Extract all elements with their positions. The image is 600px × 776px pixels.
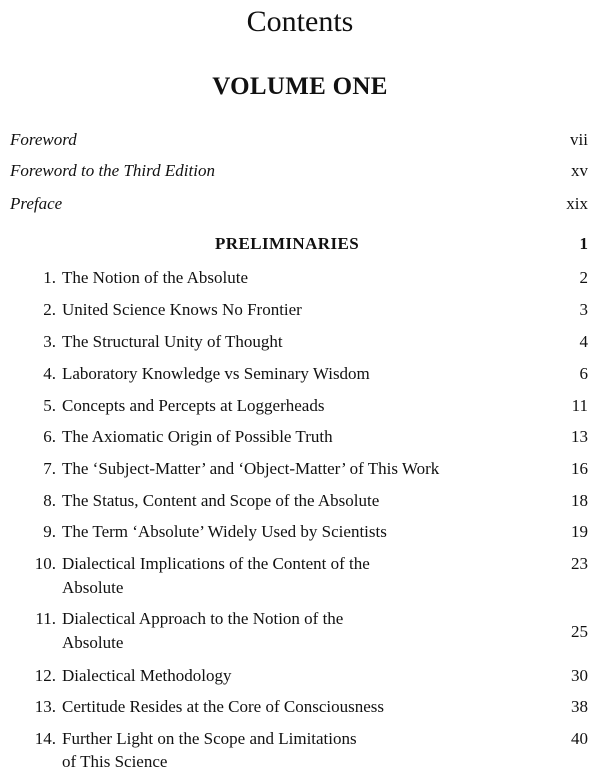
section-page: 1 (579, 234, 588, 253)
section-heading[interactable] (0, 232, 590, 256)
entry-title: The ‘Subject-Matter’ and ‘Object-Matter’ of This Work (62, 459, 440, 478)
entry-title: United Science Knows No Frontier (62, 300, 302, 319)
entry-title: The Notion of the Absolute (62, 268, 249, 287)
entry-page: 13 (571, 427, 588, 446)
entry-title: Foreword to the Third Edition (10, 161, 215, 180)
entry-title: The Term ‘Absolute’ Widely Used by Scientists (62, 522, 387, 541)
entry-number: 14. (34, 729, 56, 748)
entry-page: 23 (571, 554, 588, 573)
entry-page: 40 (571, 729, 588, 748)
entry-page: vii (570, 130, 588, 149)
entry-number: 11. (35, 609, 56, 628)
entry-number: 6. (43, 427, 56, 446)
entry-title: The Structural Unity of Thought (62, 332, 283, 351)
entry-title: The Axiomatic Origin of Possible Truth (62, 427, 333, 446)
entry-page: 30 (571, 666, 588, 685)
entry-title-continued: Absolute (62, 578, 124, 597)
entry-title: Concepts and Percepts at Loggerheads (62, 396, 325, 415)
entry-page: 18 (571, 491, 588, 510)
entry-page: xv (571, 161, 588, 180)
entry-page: 11 (571, 396, 588, 415)
page-title: Contents (246, 5, 354, 38)
entry-title: Certitude Resides at the Core of Consciousness (62, 697, 385, 716)
entry-number: 12. (34, 666, 56, 685)
entry-number: 1. (43, 268, 56, 287)
entry-page: 6 (579, 364, 588, 383)
entry-number: 7. (43, 459, 56, 478)
volume-title: VOLUME ONE (212, 73, 388, 100)
entry-title: Further Light on the Scope and Limitations (62, 729, 357, 748)
entry-number: 10. (34, 554, 56, 573)
entry-title-continued: of This Science (62, 752, 168, 771)
entry-title: Laboratory Knowledge vs Seminary Wisdom (62, 364, 370, 383)
section-title: PRELIMINARIES (215, 234, 360, 253)
entry-page: 38 (571, 697, 588, 716)
entry-page: 19 (571, 522, 588, 541)
toc-front-entry[interactable] (10, 192, 588, 216)
entry-number: 3. (43, 332, 56, 351)
entry-title: The Status, Content and Scope of the Absolute (62, 491, 380, 510)
entry-title: Preface (10, 194, 63, 213)
entry-title: Dialectical Implications of the Content of the (62, 554, 370, 573)
entry-title-continued: Absolute (62, 633, 124, 652)
entry-page: 4 (579, 332, 588, 351)
entry-number: 13. (34, 697, 56, 716)
entry-page: xix (566, 194, 588, 213)
entry-number: 2. (43, 300, 56, 319)
entry-title: Dialectical Approach to the Notion of the (62, 609, 344, 628)
toc-front-entry[interactable] (10, 128, 588, 152)
entry-page: 25 (571, 622, 588, 641)
entry-number: 4. (43, 364, 56, 383)
entry-number: 9. (43, 522, 56, 541)
entry-page: 2 (579, 268, 588, 287)
entry-title: Dialectical Methodology (62, 666, 232, 685)
entry-number: 5. (43, 396, 56, 415)
entry-page: 16 (571, 459, 588, 478)
entry-page: 3 (579, 300, 588, 319)
entry-number: 8. (43, 491, 56, 510)
toc-front-entry[interactable] (10, 159, 588, 183)
entry-title: Foreword (10, 130, 77, 149)
